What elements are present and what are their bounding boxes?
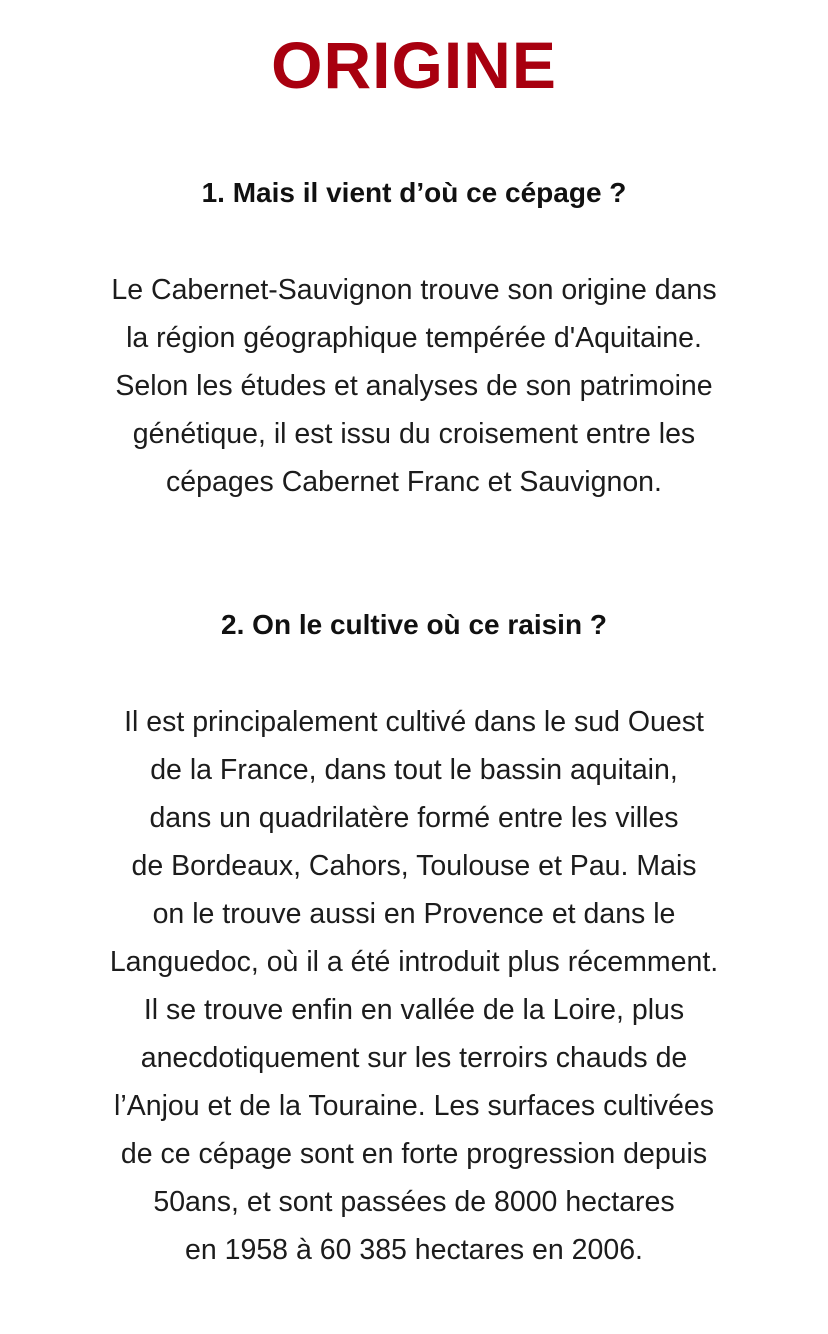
paragraph-line: Selon les études et analyses de son patrimoine [115, 370, 713, 402]
paragraph-line: de Bordeaux, Cahors, Toulouse et Pau. Mais [131, 850, 697, 882]
paragraph-line: on le trouve aussi en Provence et dans le [152, 898, 676, 930]
paragraph-line: Le Cabernet-Sauvignon trouve son origine dans [111, 274, 717, 306]
paragraph-line: Il se trouve enfin en vallée de la Loire, plus [143, 994, 685, 1026]
paragraph-line: 50ans, et sont passées de 8000 hectares [153, 1186, 675, 1218]
paragraph-line: en 1958 à 60 385 hectares en 2006. [185, 1234, 643, 1266]
section-heading-origin: 1. Mais il vient d’où ce cépage ? [201, 177, 627, 208]
paragraph-line: de la France, dans tout le bassin aquitain, [150, 754, 678, 786]
page-title: ORIGINE [271, 28, 557, 102]
paragraph-line: génétique, il est issu du croisement entre les [132, 418, 696, 450]
paragraph-line: l’Anjou et de la Touraine. Les surfaces cultivées [114, 1090, 714, 1122]
paragraph-line: cépages Cabernet Franc et Sauvignon. [166, 466, 662, 498]
paragraph-line: anecdotiquement sur les terroirs chauds de [140, 1042, 688, 1074]
section-paragraph-origin [40, 266, 788, 506]
paragraph-line: dans un quadrilatère formé entre les villes [149, 802, 679, 834]
paragraph-line: Il est principalement cultivé dans le sud Ouest [124, 706, 704, 738]
section-heading-cultivation: 2. On le cultive où ce raisin ? [221, 609, 607, 640]
paragraph-line: de ce cépage sont en forte progression depuis [120, 1138, 708, 1170]
section-paragraph-cultivation [40, 698, 788, 1274]
paragraph-line: Languedoc, où il a été introduit plus récemment. [109, 946, 719, 978]
paragraph-line: la région géographique tempérée d'Aquitaine. [126, 322, 702, 354]
